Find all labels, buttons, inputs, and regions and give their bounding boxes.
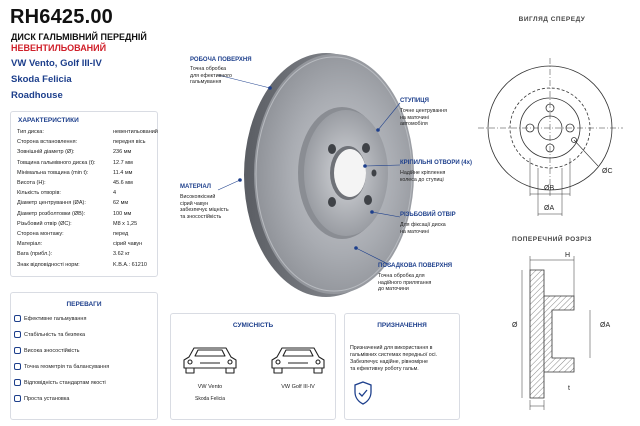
- advantage-item: [24, 348, 80, 358]
- fitment-3: Roadhouse: [11, 90, 63, 101]
- dim-o: Ø: [512, 322, 518, 329]
- compat-car-1: VW Vento: [197, 384, 223, 390]
- callout-mount-holes-title: КРІПИЛЬНІ ОТВОРИ (4x): [400, 160, 472, 166]
- advantage-icon: [14, 363, 21, 370]
- spec-row: [17, 200, 155, 209]
- spec-value: 11.4 мм: [113, 169, 133, 176]
- callout-material-title: МАТЕРІАЛ: [180, 184, 211, 190]
- spec-row: [17, 231, 155, 240]
- car-icon: [180, 340, 240, 376]
- spec-value: 12.7 мм: [113, 159, 133, 166]
- cross-section-drawing: [490, 248, 630, 420]
- callout-hub-title: СТУПИЦЯ: [400, 98, 429, 104]
- spec-row: [17, 139, 155, 148]
- callout-seat-surface-title: ПОСАДКОВА ПОВЕРХНЯ: [378, 263, 453, 269]
- advantages-title: ПЕРЕВАГИ: [66, 301, 102, 308]
- purpose-text: Призначений для використання в гальмівних системах передньої осі. Забезпечує надійне, рівномірне та ефективну роботу гальм.: [350, 345, 438, 372]
- fitment-2: Skoda Felicia: [11, 74, 72, 85]
- spec-key: Мінімальна товщина (min t):: [17, 169, 89, 176]
- callout-thread-hole-text: Для фіксації диска на маточині: [400, 222, 446, 235]
- spec-value: M8 x 1,25: [113, 220, 138, 227]
- spec-row: [17, 221, 155, 230]
- callout-material-text: Високоякісний сірий чавун забезпечує міцність та зносостійкість: [180, 194, 229, 220]
- spec-value: K.B.A.: 61210: [113, 261, 147, 268]
- spec-value: 236 мм: [113, 149, 132, 156]
- spec-value: 62 мм: [113, 200, 129, 207]
- callout-working-surface-title: РОБОЧА ПОВЕРХНЯ: [190, 57, 252, 63]
- advantage-item: [24, 364, 109, 374]
- callout-thread-hole-title: РІЗЬБОВИЙ ОТВІР: [400, 212, 456, 218]
- dim-t: t: [568, 385, 570, 392]
- dim-ob: ØB: [544, 185, 555, 192]
- spec-row: [17, 129, 158, 138]
- spec-value: 45.6 мм: [113, 180, 133, 186]
- spec-key: Зовнішній діаметр (Ø):: [17, 149, 75, 156]
- advantage-label: Відповідність стандартам якості: [24, 380, 106, 386]
- spec-key: Висота (H):: [17, 180, 46, 186]
- spec-value: перед: [113, 231, 129, 237]
- advantage-item: [24, 396, 69, 406]
- spec-row: [17, 211, 155, 220]
- spec-row: [17, 170, 155, 179]
- compat-car-2: VW Golf III-IV: [281, 384, 315, 390]
- spec-value: невентильований: [113, 129, 158, 135]
- spec-row: [17, 160, 155, 169]
- advantage-icon: [14, 347, 21, 354]
- spec-value: 100 мм: [113, 210, 132, 217]
- spec-key: Сторона встановлення:: [17, 139, 78, 146]
- advantage-label: Проста установка: [24, 396, 70, 402]
- spec-key: Діаметр розболтовки (ØB):: [17, 210, 86, 217]
- dim-oa: ØA: [544, 205, 555, 212]
- callout-mount-holes-text: Надійне кріплення колеса до ступиці: [400, 170, 446, 183]
- advantage-label: Висока зносостійкість: [24, 348, 80, 354]
- spec-key: Знак відповідності норм:: [17, 261, 80, 268]
- dim-oc: ØC: [602, 168, 613, 175]
- spec-key: Тип диска:: [17, 129, 44, 135]
- callout-seat-surface-text: Точна обробка для надійного прилягання до маточини: [378, 273, 432, 292]
- spec-key: Вага (прибл.):: [17, 251, 53, 258]
- advantage-icon: [14, 315, 21, 322]
- advantage-item: [24, 380, 106, 390]
- spec-row: [17, 262, 155, 271]
- spec-key: Товщина гальмівного диска (t):: [17, 159, 96, 166]
- advantage-icon: [14, 331, 21, 338]
- advantage-item: [24, 316, 86, 326]
- callout-working-surface-text: Точна обробка для ефективного гальмування: [190, 66, 232, 85]
- spec-value: сірий чавун: [113, 241, 143, 248]
- shield-check-icon: [352, 380, 374, 406]
- spec-key: Кількість отворів:: [17, 190, 61, 197]
- advantage-item: [24, 332, 85, 342]
- dim-oa-section: ØA: [600, 322, 611, 329]
- advantage-icon: [14, 379, 21, 386]
- spec-row: [17, 149, 155, 158]
- spec-row: [17, 251, 155, 260]
- purpose-title: ПРИЗНАЧЕННЯ: [377, 322, 427, 329]
- advantage-label: Точна геометрія та балансування: [24, 364, 110, 370]
- spec-key: Діаметр центрування (ØA):: [17, 200, 86, 207]
- advantage-label: Стабільність та безпека: [24, 332, 86, 338]
- front-view-title: ВИГЛЯД СПЕРЕДУ: [518, 16, 586, 23]
- spec-key: Сторона монтажу:: [17, 231, 64, 237]
- advantage-label: Ефективне гальмування: [24, 316, 87, 322]
- spec-row: [17, 190, 155, 199]
- spec-value: 3.62 кг: [113, 251, 130, 258]
- compatibility-title: СУМІСНІСТЬ: [232, 322, 274, 329]
- front-view-drawing: [478, 28, 628, 228]
- spec-row: [17, 180, 155, 189]
- spec-key: Матеріал:: [17, 241, 43, 248]
- product-type: НЕВЕНТИЛЬОВАНИЙ: [11, 43, 107, 53]
- spec-value: передня вісь: [113, 139, 146, 146]
- callout-hub-text: Точне центрування на маточині автомобіля: [400, 108, 447, 127]
- compat-car-3: Skoda Felicia: [194, 396, 225, 402]
- specs-title: ХАРАКТЕРИСТИКИ: [18, 117, 79, 124]
- fitment-1: VW Vento, Golf III-IV: [11, 58, 102, 69]
- part-number: RH6425.00: [10, 6, 113, 28]
- section-title: ПОПЕРЕЧНИЙ РОЗРІЗ: [512, 236, 592, 243]
- spec-row: [17, 241, 155, 250]
- advantage-icon: [14, 395, 21, 402]
- car-icon: [268, 340, 328, 376]
- spec-key: Різьбовий отвір (ØC):: [17, 220, 72, 227]
- product-name: ДИСК ГАЛЬМІВНИЙ ПЕРЕДНІЙ: [11, 32, 147, 42]
- dim-h: H: [565, 252, 571, 259]
- spec-value: 4: [113, 190, 117, 197]
